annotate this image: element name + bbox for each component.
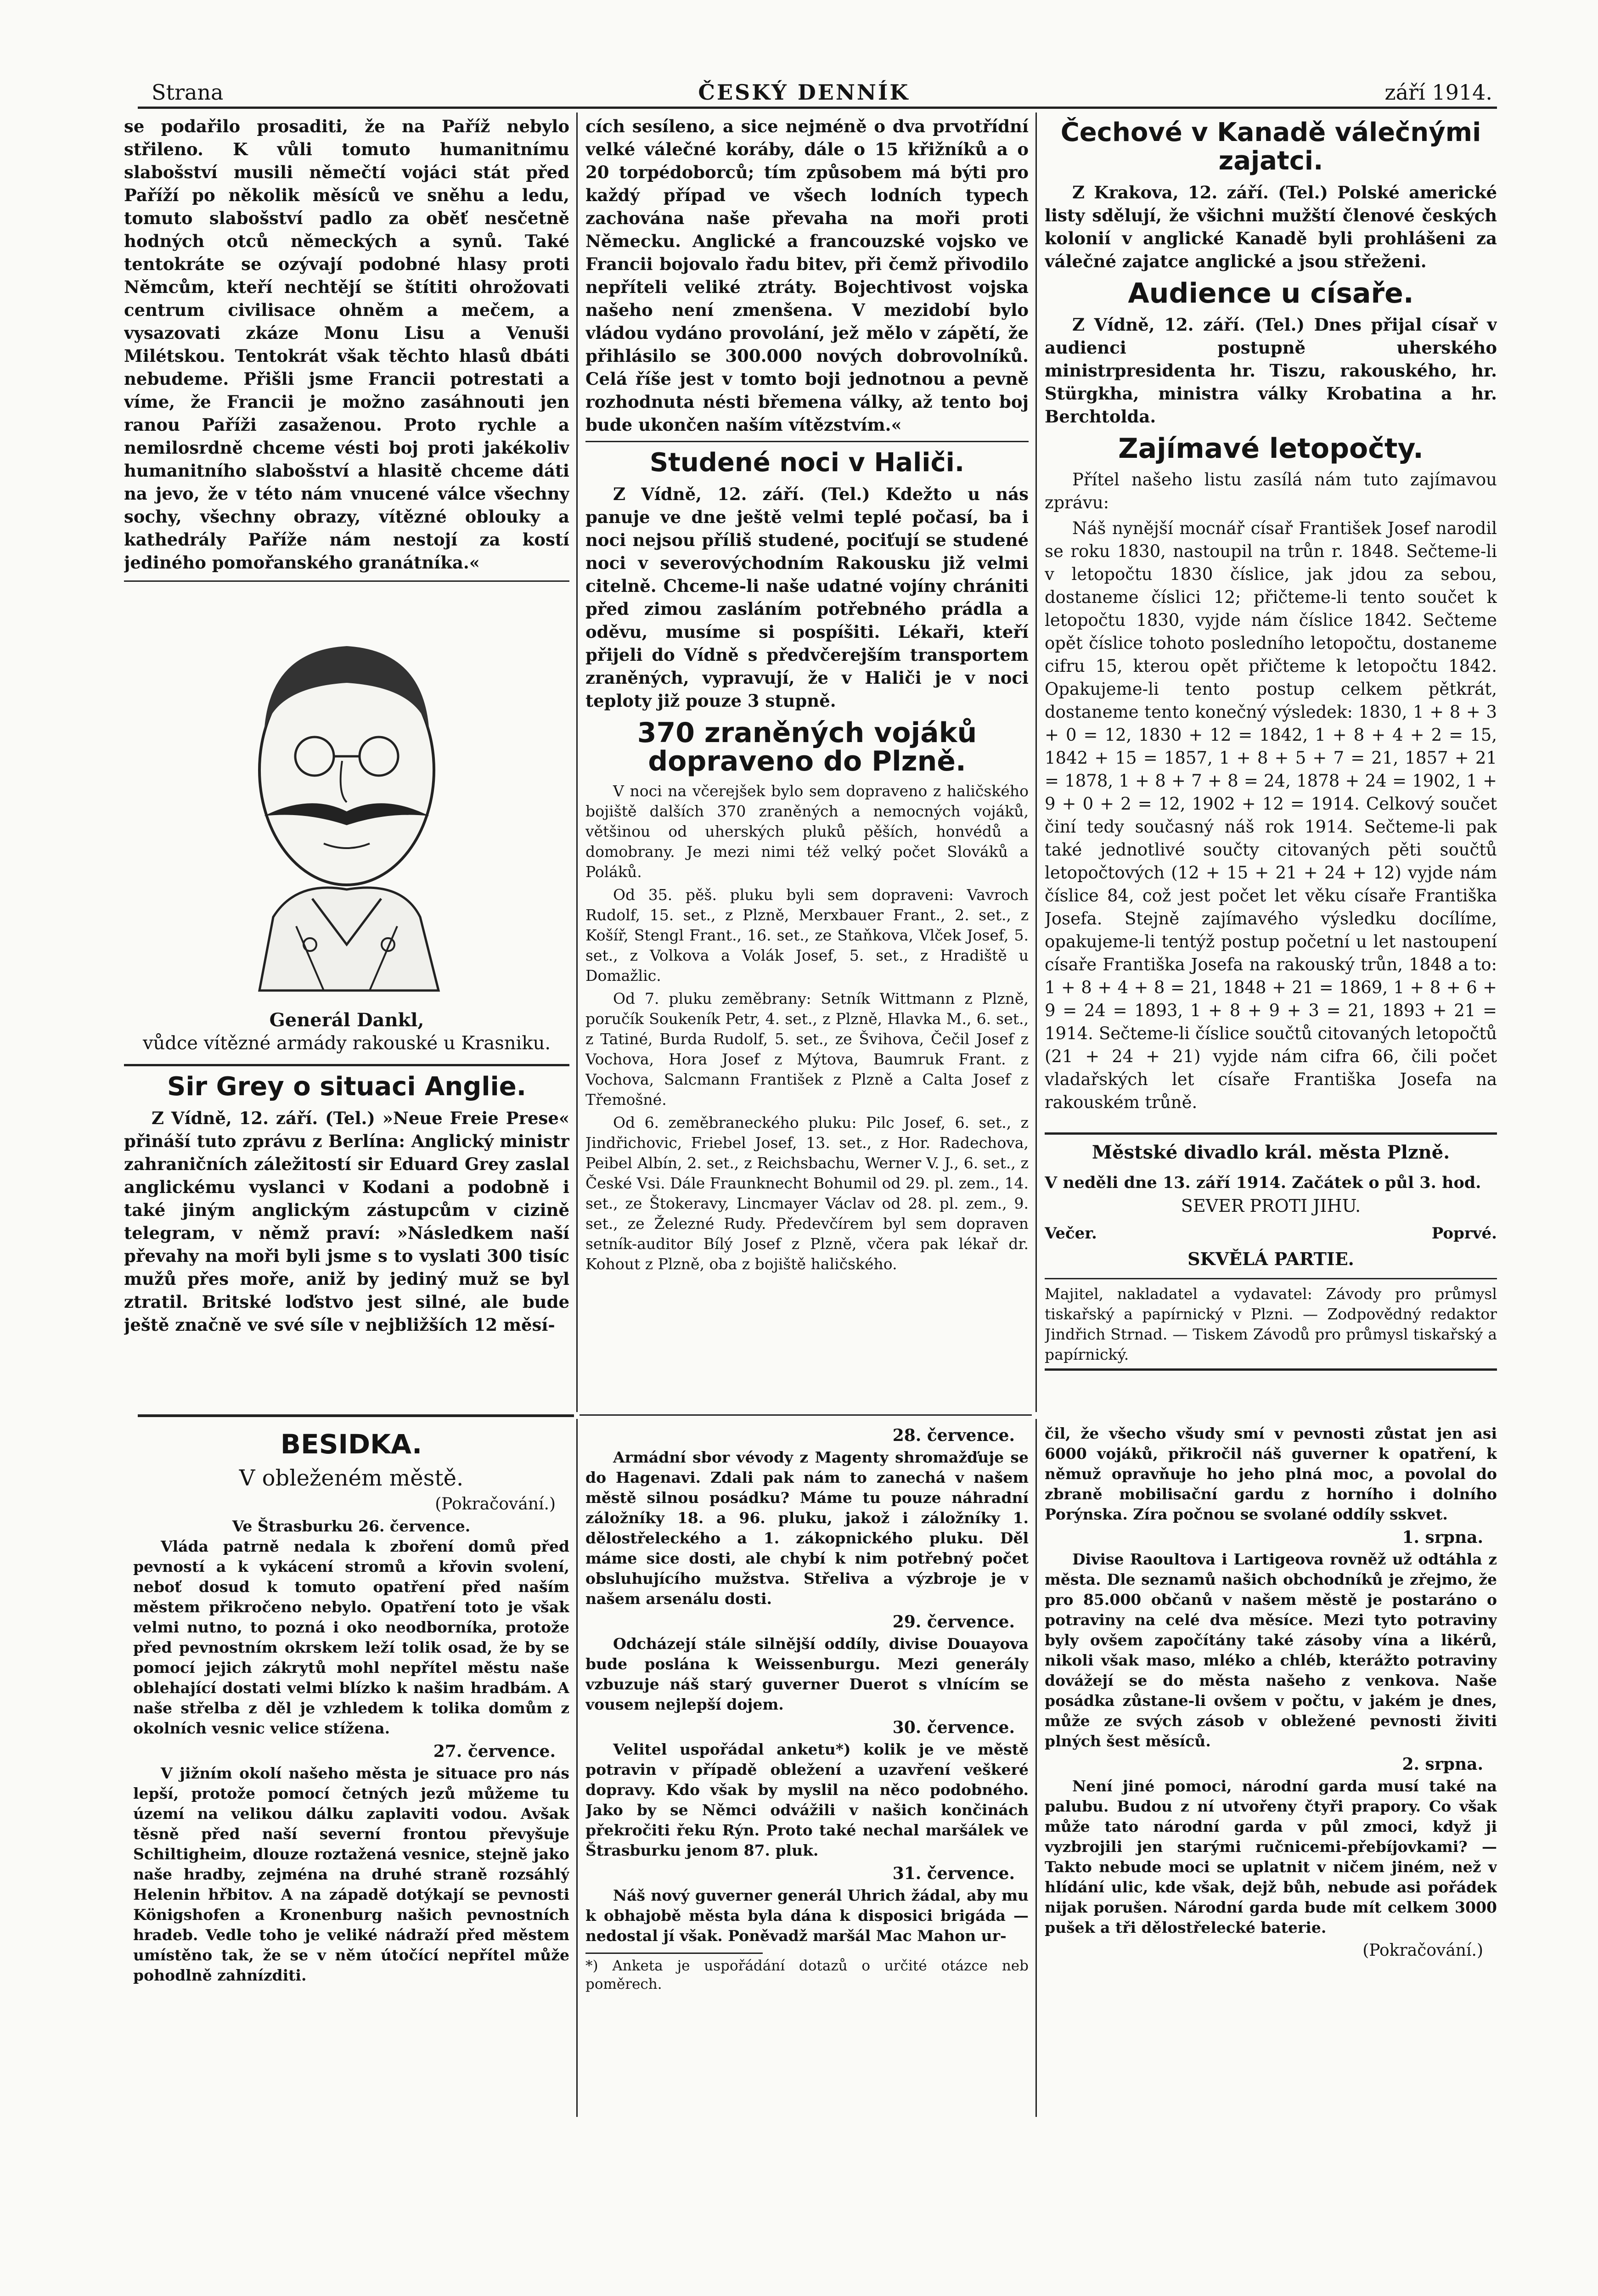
feuilleton-title: BESIDKA. — [280, 1429, 422, 1460]
headline-audience: Audience u císaře. — [1128, 277, 1414, 310]
header-rule — [138, 107, 1497, 109]
column-rule-1 — [576, 113, 578, 1412]
footnote-rule — [585, 1953, 763, 1954]
feuilleton-date-1: 27. července. — [433, 1742, 556, 1761]
article-canada: Z Krakova, 12. září. (Tel.) Polské americké listy sdělují, že všichni mužští členové českých kolonií v anglické Kanadě byli prohlášeni za válečné zajatce anglické a jsou střeženi. — [1045, 182, 1497, 271]
article-wounded-3: Od 7. pluku zeměbrany: Setník Wittmann z Plzně, poručík Soukeník Petr, 4. set., z Plzně, Hlavka M., 6. set., z Tatiné, Burda Rudolf, 5. set., ze Švihova, Čečil Josef z Vochova, Hora Josef z Mýtova, Baumruk Frant. z Vochova, Salcmann František z Plzně a Calta Josef z Třemošné. — [585, 990, 1029, 1109]
divider — [1045, 1278, 1497, 1279]
feuilleton-p5: Velitel uspořádal anketu*) kolik je ve městě potravin v případě obležení a uzavření veškeré dopravy. Kdo však by myslil na něco podobného. Jako by se Němci odvážili v našich končinách překročiti řeku Rýn. Proto také nechal maršálek ve Štrasburku jenom 87. pluk. — [585, 1740, 1029, 1859]
feuilleton-col-1 — [133, 1424, 569, 2112]
feuilleton-date-7: 2. srpna. — [1402, 1755, 1483, 1774]
header-page-label: Strana — [152, 80, 224, 105]
feuilleton-date-3: 29. července. — [892, 1612, 1015, 1632]
feuilleton-date-6: 1. srpna. — [1402, 1528, 1483, 1547]
portrait-caption-name: Generál Dankl, — [269, 1009, 424, 1031]
feuilleton-place: Ve Štrasburku 26. července. — [232, 1517, 471, 1535]
article-wounded-1: V noci na včerejšek bylo sem dopraveno z haličského bojiště dalších 370 zraněných a nemocných vojáků, většinou od uherských pluků pěších, honvédů a domobrany. Je mezi nimi též velký počet Slováků a Poláků. — [585, 782, 1029, 881]
page-header — [152, 73, 1492, 105]
headline-canada: Čechové v Kanadě válečnými zajatci. — [1060, 118, 1481, 176]
feuilleton-p7: čil, že všecho všudy smí v pevnosti zůstat jen asi 6000 vojáků, přikročil náš guverner k opatření, k němuž opravňuje ho jeho plná moc, a povolal do zbraně mobilisační gardu z horního i dolního Porýnska. Zíra počnou se svolané oddíly sskvet. — [1045, 1424, 1497, 1523]
portrait-general-dankl — [204, 596, 489, 1009]
feuilleton-p6: Náš nový guverner generál Uhrich žádal, aby mu k obhajobě města byla dána k disposici brigáda — nedostal jí však. Poněvadž maršál Mac Mahon ur- — [585, 1886, 1029, 1945]
theatre-title: Městské divadlo král. města Plzně. — [1092, 1142, 1450, 1163]
header-date: září 1914. — [1384, 80, 1492, 105]
article-years-intro: Přítel našeho listu zasílá nám tuto zajímavou zprávu: — [1045, 470, 1497, 512]
theatre-play: SEVER PROTI JIHU. — [1181, 1196, 1361, 1216]
column-rule-3 — [576, 1419, 578, 2117]
divider — [585, 441, 1029, 442]
feuilleton-subtitle: V obleženém městě. — [239, 1465, 464, 1491]
quote-article-ending: se podařilo prosaditi, že na Paříž nebylo střileno. K vůli tomuto humanitnímu slabošství musili němečtí vojáci stát před Paříží po několik měsíců ve sněhu a ledu, tomuto slabošství padlo za oběť nesčetně hodných otců německých a synů. Také tentokráte se ozývají podobné hlasy proti Němcům, kteří nechtějí se štítiti ohrožovati centrum civilisace ohněm a mečem, a vysazovati zkáze Monu Lisu a Venuši Milétskou. Tentokrát však těchto hlasů dbáti nebudeme. Přišli jsme Francii potrestati a víme, že Francii je možno zasáhnouti jen ranou Paříži zasaženou. Proto rychle a nemilosrdně chceme vésti boj proti jakékoliv humanitního slabošství a hlasitě chceme dáti na jevo, že v této nám vnucené válce všechny sochy, všechny obrazy, vítězné oblouky a kathedrály Paříže nám nestojí za kostí jediného pomořanského granátníka.« — [124, 116, 569, 573]
article-wounded-4: Od 6. zeměbraneckého pluku: Pilc Josef, 6. set., z Jindřichovic, Friebel Josef, 13. set., z Hor. Radechova, Peibel Albín, 2. set., z Reichsbachu, Werner V. J., 6. set., z České Vsi. Dále Fraunknecht Bohumil od 29. pl. zem., 14. set., ze Štokeravy, Lincmayer Václav od 28. pl. zem., 9. set., ze Železné Rudy. Předevčírem byl sem dopraven setník-auditor Bílý Josef z Plzně, včera pak lékař dr. Kohout z Plzně, oba z bojiště haličského. — [585, 1114, 1029, 1273]
headline-grey: Sir Grey o situaci Anglie. — [167, 1072, 526, 1102]
feuilleton-rule-2 — [580, 1414, 1032, 1416]
header-masthead: ČESKÝ DENNÍK — [698, 80, 910, 105]
column-rule-2 — [1035, 113, 1037, 1412]
theatre-play-2: SKVĚLÁ PARTIE. — [1187, 1249, 1354, 1269]
feuilleton-continued: (Pokračování.) — [435, 1495, 556, 1514]
imprint: Majitel, nakladatel a vydavatel: Závody pro průmysl tiskařský a papírnický v Plzni. — Zodpovědný redaktor Jindřich Strnad. — Tiskem Závodů pro průmysl tiskařský a papírnický. — [1045, 1285, 1497, 1363]
feuilleton-p2: V jižním okolí našeho města je situace pro nás lepší, protože pomocí četných jezů můžeme tu území na velikou dálku zaplaviti vodou. Avšak těsně před naší severní frontou převyšuje Schiltigheim, dlouze roztažená vesnice, stejně jako naše hradby, zejména na druhé straně rozsáhlý Helenin hřbitov. A na západě dotýkají se pevnosti Königshofen a Kronenburg našich pevnostních hradeb. Vedle toho je veliké nádraží před městem umístěno tak, že se v něm útočící nepřítel může pohodlně zahnízditi. — [133, 1764, 569, 1984]
headline-cold-nights: Studené noci v Haliči. — [649, 448, 965, 478]
feuilleton-p8: Divise Raoultova i Lartigeova rovněž už odtáhla z města. Dle seznamů našich obchodníků je zřejmo, že pro 85.000 občanů v našem městě je postaráno o potraviny na celé dva měsíce. Mezi tyto potraviny byly ovšem započítány také zásoby vína a likérů, nikoli však maso, mléko a chléb, kterážto potraviny dovážejí se do města našeho z venkova. Naše posádka zůstane-li ovšem v počtu, v jakém je dnes, může ze svých zásob v obležené pevnosti živiti plných šest měsíců. — [1045, 1550, 1497, 1750]
divider — [1045, 1368, 1497, 1371]
feuilleton-date-2: 28. července. — [892, 1426, 1015, 1445]
feuilleton-p4: Odcházejí stále silnější oddíly, divise Douayova bude poslána k Weissenburgu. Mezi generály vzbuzuje náš starý guverner Duerot s vlnícím se vousem nejlepší dojem. — [585, 1635, 1029, 1713]
feuilleton-p1: Vláda patrně nedala k zboření domů před pevností a k vykácení stromů a křovin svolení, neboť dosud k tomuto opatření před naším městem přikročeno nebylo. Opatření toto je však velmi nutno, to pozná i oko neodborníka, protože před pevnostním okrskem leží tolik osad, že by se pomocí jejich zákrytů mohl nepřítel městu naše oblehající dostati velmi blízko k našim hradbám. A naše střelba z děl je vzhledem k tolika domům z okolních vesnic velice stížena. — [133, 1537, 569, 1737]
headline-wounded: 370 zraněných vojáků dopraveno do Plzně. — [637, 717, 977, 777]
feuilleton-footnote: *) Anketa je uspořádání dotazů o určité otázce neb poměrech. — [585, 1958, 1029, 1992]
feuilleton-end: (Pokračování.) — [1362, 1941, 1483, 1960]
article-grey: Z Vídně, 12. září. (Tel.) »Neue Freie Prese« přináší tuto zprávu z Berlína: Anglický ministr zahraničních záležitostí sir Eduard Grey zaslal anglickému vyslanci v Kodani a podobně i také jiným anglickým zástupcům v cizině telegram, v němž praví: »Následkem naší převahy na moři byli jsme s to vyslati 300 tisíc mužů přes moře, aniž by jediný muž se byl ztratil. Britské loďstvo jest silné, ale bude ještě značně ve své síle v nejbližších 12 měsí- — [124, 1108, 569, 1335]
column-3 — [1045, 115, 1497, 1414]
theatre-line: V neděli dne 13. září 1914. Začátek o půl 3. hod. — [1045, 1173, 1481, 1192]
feuilleton-date-4: 30. července. — [892, 1718, 1015, 1737]
feuilleton-date-5: 31. července. — [892, 1864, 1015, 1883]
divider — [124, 580, 569, 582]
divider — [1045, 1132, 1497, 1135]
feuilleton-rule — [138, 1414, 574, 1417]
portrait-uniform — [259, 888, 439, 990]
feuilleton-p3: Armádní sbor vévody z Magenty shromažďuje se do Hagenavi. Zdali pak nám to zanechá v našem městě silnou posádku? Máme tu pouze náhradní záložníky 18. a 96. pluku, jakož i záložníky 1. dělostřeleckého a 1. zákopnického pluku. Děl máme sice dosti, ale chybí k nim potřebný počet obsluhujícího mužstva. Střeliva a výzbroje je v našem arsenálu dosti. — [585, 1448, 1029, 1608]
headline-years: Zajímavé letopočty. — [1118, 433, 1424, 465]
article-years-body: Náš nynější mocnář císař František Josef narodil se roku 1830, nastoupil na trůn r. 1848. Sečteme-li v letopočtu 1830 číslice, jak jdou za sebou, dostaneme číslici 12; přičteme-li tento součet k letopočtu 1830, vyjde nám číslice 1842. Sečteme opět číslice tohoto posledního letopočtu, dostaneme cifru 15, kterou opět přičteme k letopočtu 1842. Opakujeme-li tento postup celkem pětkrát, dostaneme tento konečný výsledek: 1830, 1 + 8 + 3 + 0 = 12, 1830 + 12 = 1842, 1 + 8 + 4 + 2 = 15, 1842 + 15 = 1857, 1 + 8 + 5 + 7 = 21, 1857 + 21 = 1878, 1 + 8 + 7 + 8 = 24, 1878 + 24 = 1902, 1 + 9 + 0 + 2 = 12, 1902 + 12 = 1914. Celkový součet činí tedy současný náš rok 1914. Sečteme-li pak také jednotlivé součty citovaných pěti součtů letopočtových (12 + 15 + 21 + 24 + 12) vyjde nám číslice 84, což jest počet let věku císaře Františka Josefa. Stejně zajímavého výsledku docílíme, opakujeme-li tentýž postup početní u let nastoupení císaře Františka Josefa na rakouský trůn, 1848 a to: 1 + 8 + 4 + 8 = 21, 1848 + 21 = 1869, 1 + 8 + 6 + 9 = 24 = 1893, 1 + 8 + 9 + 3 = 21, 1893 + 21 = 1914. Sečteme-li číslice součtů citovaných letopočtů (21 + 24 + 21) vyjde nám cifra 66, čili počet vladařských let císaře Františka Josefa na rakouském trůně. — [1045, 518, 1497, 1112]
theatre-evening: Večer. — [1045, 1224, 1097, 1243]
feuilleton-col-2 — [585, 1424, 1029, 2112]
column-rule-4 — [1035, 1419, 1037, 2117]
article-audience: Z Vídně, 12. září. (Tel.) Dnes přijal císař v audienci postupně uherského ministrpresidenta hr. Tiszu, rakouského, hr. Stürgkha, ministra války Krobatina a hr. Berchtolda. — [1045, 315, 1497, 427]
portrait-caption-desc: vůdce vítězné armády rakouské u Krasniku. — [142, 1033, 551, 1054]
feuilleton-p9: Není jiné pomoci, národní garda musí také na palubu. Budou z ní utvořeny čtyři prapory. Co však může tato národní garda v půl zmoci, když ji vyzbrojili jen starými ručnicemi-přebíjovkami? — Takto nebude moci se uplatnit v ničem jiném, než v hlídání ulic, kde však, dejž bůh, nebude asi pořádek nijak porušen. Národní garda bude mít celkem 3000 pušek a tři dělostřelecké baterie. — [1045, 1777, 1497, 1936]
column-1 — [124, 115, 569, 1414]
article-cold-nights: Z Vídně, 12. září. (Tel.) Kdežto u nás panuje ve dne ještě velmi teplé počasí, ba i noci nejsou příliš studené, pociťují se studené noci v severovýchodním Rakousku již velmi citelně. Chceme-li naše udatné vojíny chrániti před zimou zasláním potřebného prádla a oděvu, musíme si pospíšiti. Lékaři, kteří přijeli do Vídně s předvčerejším transportem zraněných, vypravují, že v Haliči je v noci teploty již pouze 3 stupně. — [585, 484, 1029, 711]
column-2 — [585, 115, 1029, 1414]
article-grey-continued: cích sesíleno, a sice nejméně o dva prvotřídní velké válečné koráby, dále o 15 křižníků a o 20 torpédoborců; tím způsobem má býti pro každý případ ve všech lodních typech zachována naše převaha na moři proti Německu. Anglické a francouzské vojsko ve Francii bojovalo řadu bitev, při čemž přivodilo nepříteli veliké ztráty. Bojechtivost vojska našeho není zmenšena. V mezidobí bylo vládou vydáno provolání, jež mělo v zápětí, že přihlásilo se 300.000 nových dobrovolníků. Celá říše jest v tomto boji jednotnou a pevně rozhodnuta nésti břemena války, až tento boj bude ukončen naším vítězstvím.« — [585, 116, 1029, 435]
feuilleton-col-3 — [1045, 1424, 1497, 2112]
divider — [124, 1064, 569, 1066]
article-wounded-2: Od 35. pěš. pluku byli sem dopraveni: Vavroch Rudolf, 15. set., z Plzně, Merxbauer Frant., 2. set., z Košíř, Stengl Frant., 16. set., ze Staňkova, Vlček Josef, 5. set., z Volkova a Volák Josef, 5. set., z Hradiště u Domažlic. — [585, 886, 1029, 985]
theatre-premiere: Poprvé. — [1431, 1224, 1497, 1243]
